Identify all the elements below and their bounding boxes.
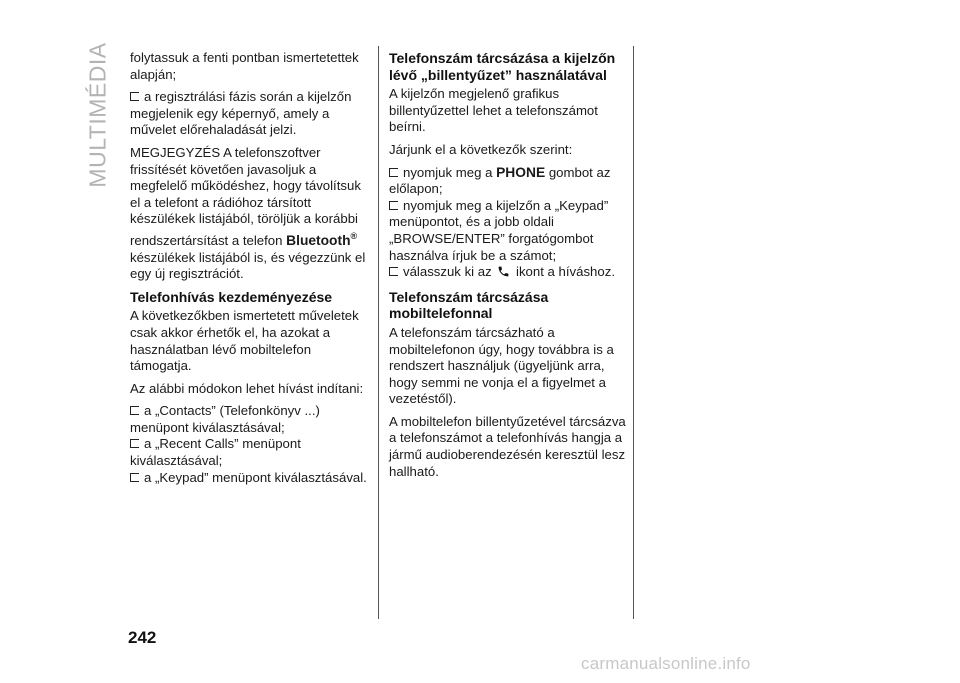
heading-keypad-dial: Telefonszám tárcsázása a kijelzőn lévő „billentyűzet” használatával [389,50,616,83]
bullet-marker-icon [130,473,139,482]
bullet-press-phone: nyomjuk meg a PHONE gombot az előlapon; [389,164,611,197]
phone-handset-icon [497,265,510,278]
bullet-marker-icon [130,439,139,448]
column-divider-right [633,46,634,619]
watermark: carmanualsonline.info [581,654,751,673]
bullet-contacts: a „Contacts” (Telefonkönyv ...) menüpont kiválasztásával; [130,403,320,435]
section-tab [78,40,118,190]
bullet-marker-icon [130,406,139,415]
paragraph-continue: folytassuk a fenti pontban ismertetettek alapján; [130,50,359,82]
paragraph-call-intro: A következőkben ismertetett műveletek csak akkor érhetők el, ha azokat a használatban lévő mobiltelefon támogatja. [130,308,359,374]
left-column [130,50,368,486]
bullet-marker-icon [389,201,398,210]
bullet-marker-icon [130,92,139,101]
section-tab-label: MULTIMÉDIA [84,42,111,188]
bullet-press-keypad: nyomjuk meg a kijelzőn a „Keypad” menüpontot, és a jobb oldali „BROWSE/ENTER” forgatógombot használva írjuk be a számot; [389,197,609,263]
bullet-registration: a regisztrálási fázis során a kijelzőn megjelenik egy képernyő, amely a művelet előrehaladását jelzi. [130,89,352,138]
heading-mobile-dial: Telefonszám tárcsázása mobiltelefonnal [389,288,549,322]
bullet-marker-icon [389,168,398,177]
paragraph-mobile-2: A mobiltelefon billentyűzetével tárcsázva a telefonszámot a telefonhívás hangja a jármű audioberendezésén keresztül lesz hallható. [389,413,626,479]
bullet-select-call: válasszuk ki az ikont a híváshoz. [389,264,627,281]
bullet-keypad: a „Keypad” menüpont kiválasztásával. [130,470,368,487]
paragraph-mobile-1: A telefonszám tárcsázható a mobiltelefonon úgy, hogy továbbra is a rendszert használjuk (ügyeljünk arra, hogy semmi ne vonja el a figyelmet a vezetéstől). [389,324,614,407]
heading-start-call: Telefonhívás kezdeményezése [130,288,333,305]
bullet-recent-calls: a „Recent Calls” menüpont kiválasztásával; [130,436,301,469]
column-divider-left [378,46,379,619]
paragraph-keypad-intro: A kijelzőn megjelenő grafikus billentyűzettel lehet a telefonszámot beírni. [389,86,598,135]
paragraph-steps: Járjunk el a következők szerint: [389,141,573,157]
right-column [389,50,627,486]
paragraph-ways: Az alábbi módokon lehet hívást indítani: [130,380,364,396]
bullet-marker-icon [389,267,398,276]
page-number: 242 [128,628,157,647]
note-paragraph: MEGJEGYZÉS A telefonszoftver frissítését követően javasoljuk a megfelelő működéshez, hogy távolítsuk el a telefont a rádióhoz társított készülékek listájából, töröljük a korábbi rendszertársítást a telefon Bluetooth® készülékek listájából is, és végezzünk el egy új regisztrációt. [130,144,366,282]
